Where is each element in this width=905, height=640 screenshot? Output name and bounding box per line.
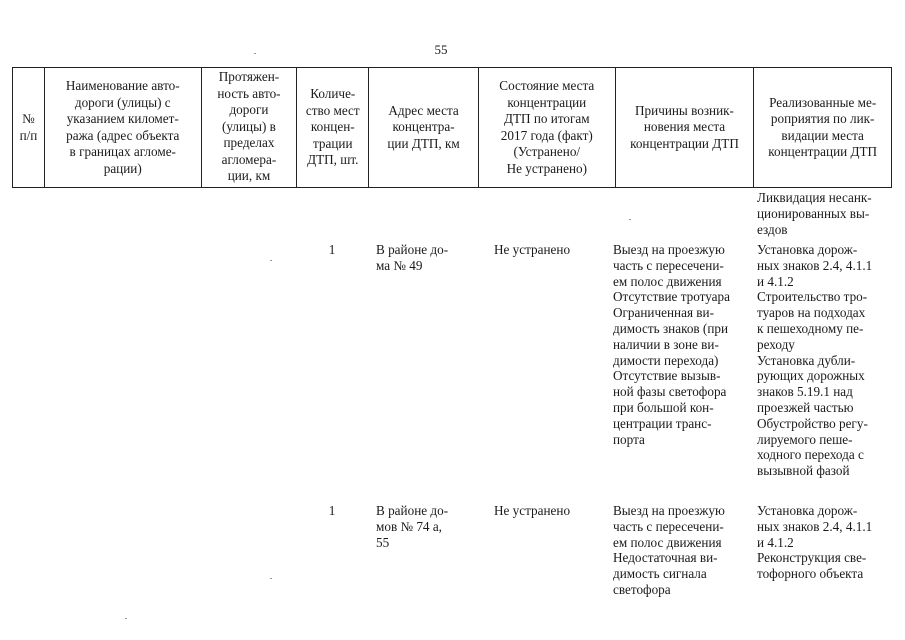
row-2-status: Не устранено (494, 503, 571, 518)
row-2-count: 1 (328, 503, 336, 518)
header-site-status: Состояние места концентрации ДТП по итогам 2017 года (факт) (Устранено/ Не устранено) (479, 68, 616, 187)
header-road-name: Наименование авто- дороги (улицы) с указанием километ- ража (адрес объекта в границах агломе- рации) (45, 68, 202, 187)
page-number: 55 (434, 42, 448, 57)
row-2-causes: Выезд на проезжую часть с пересечени- ем полос движения Недостаточная ви- димость сигнала светофора (613, 503, 725, 597)
scan-speck (254, 53, 256, 54)
row-1-address: В районе до- ма № 49 (376, 242, 449, 273)
row-1-count: 1 (328, 242, 336, 257)
measures-carryover: Ликвидация несанк- ционированных вы- ездов (757, 190, 872, 237)
row-1-causes: Выезд на проезжую часть с пересечени- ем полос движения Отсутствие тротуара Ограниченная ви- димость знаков (при наличии в зоне ви- димости перехода) Отсутствие вызыв- ной фазы светофора при большой кон- центрации транс- порта (613, 242, 730, 447)
scan-speck (270, 260, 272, 261)
scan-speck (125, 618, 127, 619)
row-2-address: В районе до- мов № 74 а, 55 (376, 503, 449, 550)
row-1-status: Не устранено (494, 242, 571, 257)
row-1-measures: Установка дорож- ных знаков 2.4, 4.1.1 и 4.1.2 Строительство тро- туаров на подходах к пешеходному пе- реходу Установка дубли- рующих дорожных знаков 5.19.1 над проезжей частью Обустройство регу- лируемого пеше- ходного перехода с вызывной фазой (757, 242, 873, 479)
header-measures: Реализованные ме- роприятия по лик- видации места концентрации ДТП (768, 94, 878, 159)
table-header (12, 67, 892, 188)
header-road-length: Протяжен- ность авто- дороги (улицы) в пределах агломера- ции, км (202, 68, 298, 187)
header-accident-site-count: Количе- ство мест концен- трации ДТП, шт. (297, 68, 369, 187)
scan-speck (270, 578, 272, 579)
header-number: № п/п (13, 68, 45, 187)
header-causes: Причины возник- новения места концентрации ДТП (616, 68, 755, 187)
scan-speck (629, 219, 631, 220)
row-2-measures: Установка дорож- ных знаков 2.4, 4.1.1 и 4.1.2 Реконструкция све- тофорного объекта (757, 503, 873, 582)
header-site-address: Адрес места концентра- ции ДТП, км (369, 68, 479, 187)
